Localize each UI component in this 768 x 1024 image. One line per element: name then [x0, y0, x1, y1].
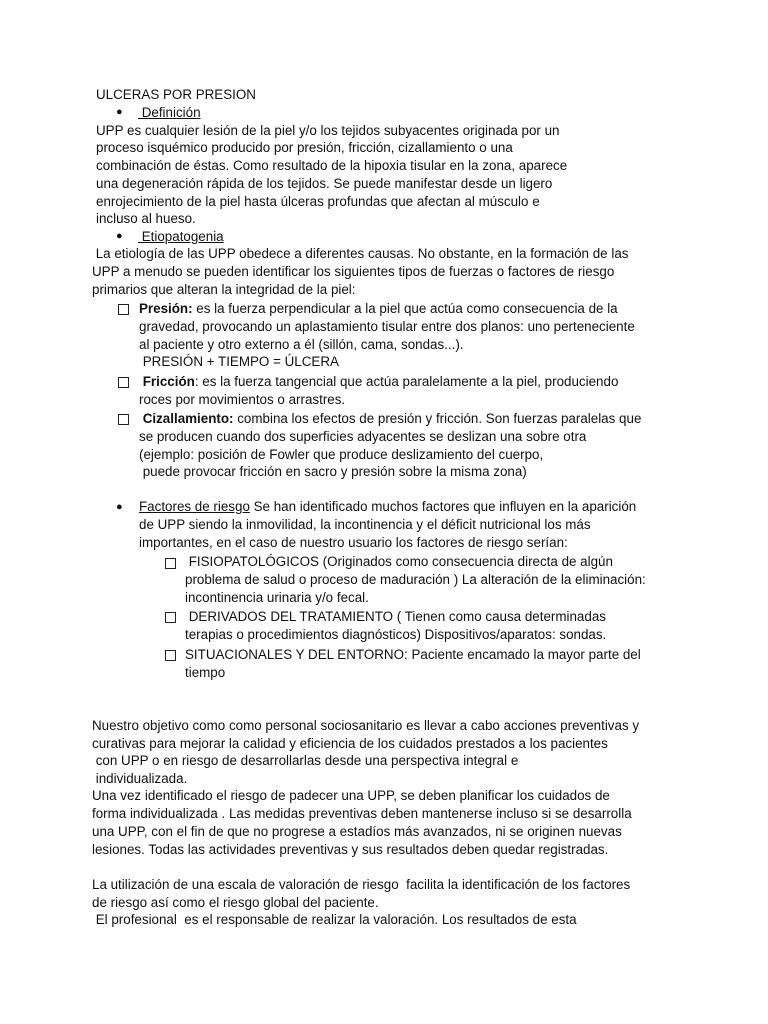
- paragraph-line: Nuestro objetivo como como personal sociosanitario es llevar a cabo acciones preventivas y: [92, 718, 640, 733]
- paragraph-line: incluso al hueso.: [96, 211, 196, 226]
- sublist-item-fisiopatologicos: FISIOPATOLÓGICOS (Originados como consecuencia directa de algún: [185, 554, 613, 569]
- paragraph-line: UPP a menudo se pueden identificar los siguientes tipos de fuerzas o factores de riesgo: [92, 264, 615, 279]
- formula-line: PRESIÓN + TIEMPO = ÚLCERA: [139, 354, 339, 369]
- sublist-item-line: tiempo: [185, 665, 226, 680]
- paragraph-line: de riesgo así como el riesgo global del paciente.: [92, 895, 379, 910]
- paragraph-line: una degeneración rápida de los tejidos. Se puede manifestar desde un ligero: [96, 176, 553, 191]
- term-friccion: Fricción: [139, 374, 195, 389]
- paragraph-line: El profesional es el responsable de realizar la valoración. Los resultados de esta: [92, 912, 577, 927]
- list-item-line: gravedad, provocando un aplastamiento tisular entre dos planos: uno perteneciente: [139, 319, 635, 334]
- paragraph-line: enrojecimiento de la piel hasta úlceras profundas que afectan al músculo e: [96, 194, 540, 209]
- term-description: : es la fuerza tangencial que actúa paralelamente a la piel, produciendo: [194, 374, 619, 389]
- document-title: ULCERAS POR PRESION: [96, 87, 256, 102]
- paragraph-line: UPP es cualquier lesión de la piel y/o los tejidos subyacentes originada por un: [96, 123, 560, 138]
- list-item-line: al paciente y otro externo a él (sillón, cama, sondas...).: [139, 337, 464, 352]
- term-description: combina los efectos de presión y fricción. Son fuerzas paralelas que: [233, 411, 642, 426]
- paragraph-line: primarios que alteran la integridad de la piel:: [92, 282, 356, 297]
- sublist-item-tratamiento: DERIVADOS DEL TRATAMIENTO ( Tienen como causa determinadas: [185, 609, 606, 624]
- term-presion: Presión:: [139, 301, 193, 316]
- list-item-line: importantes, en el caso de nuestro usuario los factores de riesgo serían:: [139, 535, 568, 550]
- list-item-friccion: [139, 373, 618, 391]
- section-heading-etiopatogenia: Etiopatogenia: [138, 229, 224, 244]
- paragraph-line: con UPP o en riesgo de desarrollarlas desde una perspectiva integral e: [92, 753, 519, 768]
- list-item-line: puede provocar fricción en sacro y presión sobre la misma zona): [139, 464, 527, 479]
- paragraph-line: La utilización de una escala de valoración de riesgo facilita la identificación de los factores: [92, 877, 631, 892]
- checkbox-icon[interactable]: [118, 304, 129, 315]
- list-item-line: se producen cuando dos superficies adyacentes se deslizan una sobre otra: [139, 429, 587, 444]
- sublist-item-line: terapias o procedimientos diagnósticos) Dispositivos/aparatos: sondas.: [185, 627, 607, 642]
- sublist-item-line: problema de salud o proceso de maduración ) La alteración de la eliminación:: [185, 572, 646, 587]
- list-item-line: (ejemplo: posición de Fowler que produce deslizamiento del cuerpo,: [139, 447, 544, 462]
- paragraph-line: La etiología de las UPP obedece a diferentes causas. No obstante, en la formación de las: [92, 246, 629, 261]
- sublist-item-situacionales: SITUACIONALES Y DEL ENTORNO: Paciente encamado la mayor parte del: [185, 647, 641, 662]
- term-cizallamiento: Cizallamiento:: [139, 411, 234, 426]
- section-heading-factores: Factores de riesgo: [139, 499, 250, 514]
- sublist-item-line: incontinencia urinaria y/o fecal.: [185, 590, 369, 605]
- paragraph-line: lesiones. Todas las actividades preventivas y sus resultados deben quedar registradas.: [92, 842, 609, 857]
- section-heading-definicion: Definición: [138, 105, 201, 120]
- checkbox-icon[interactable]: [118, 414, 129, 425]
- paragraph-line: Una vez identificado el riesgo de padecer una UPP, se deben planificar los cuidados de: [92, 788, 610, 803]
- checkbox-icon[interactable]: [165, 650, 176, 661]
- list-item-factores: [139, 498, 636, 516]
- bullet-icon: ●: [116, 230, 123, 242]
- paragraph-line: una UPP, con el fin de que no progrese a estadíos más avanzados, ni se originen nuevas: [92, 824, 622, 839]
- list-item-cizallamiento: [139, 410, 641, 428]
- list-item-presion: [139, 300, 618, 318]
- term-description: es la fuerza perpendicular a la piel que actúa como consecuencia de la: [192, 301, 618, 316]
- paragraph-line: curativas para mejorar la calidad y eficiencia de los cuidados prestados a los pacientes: [92, 736, 608, 751]
- list-item-line: de UPP siendo la inmovilidad, la incontinencia y el déficit nutricional los más: [139, 517, 591, 532]
- checkbox-icon[interactable]: [118, 377, 129, 388]
- list-item-line: roces por movimientos o arrastres.: [139, 392, 346, 407]
- checkbox-icon[interactable]: [165, 612, 176, 623]
- checkbox-icon[interactable]: [165, 558, 176, 569]
- factores-intro: Se han identificado muchos factores que influyen en la aparición: [249, 499, 637, 514]
- paragraph-line: combinación de éstas. Como resultado de la hipoxia tisular en la zona, aparece: [96, 158, 568, 173]
- bullet-icon: ●: [116, 106, 123, 118]
- paragraph-line: individualizada.: [92, 771, 188, 786]
- paragraph-line: proceso isquémico producido por presión, fricción, cizallamiento o una: [96, 140, 513, 155]
- paragraph-line: forma individualizada . Las medidas preventivas deben mantenerse incluso si se desarrolla: [92, 806, 632, 821]
- bullet-icon: ●: [116, 501, 123, 513]
